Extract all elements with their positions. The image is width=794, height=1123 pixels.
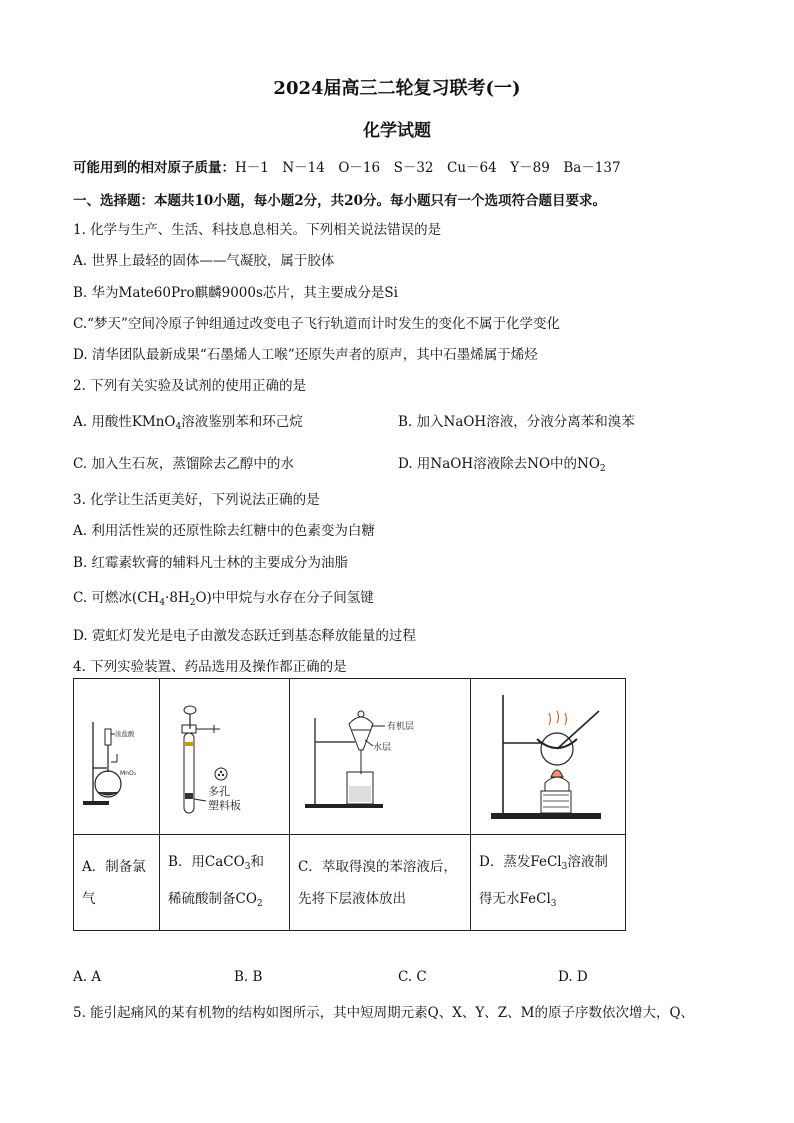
section-heading: 一、选择题：本题共10小题，每小题2分，共20分。每小题只有一个选项符合题目要求。 [73,193,606,209]
figure-c-cell [290,679,471,835]
q3-option-a: A. 利用活性炭的还原性除去红糖中的色素变为白糖 [73,523,375,539]
separatory-funnel-figure [295,702,465,812]
q3-stem: 3. 化学让生活更美好，下列说法正确的是 [73,492,320,508]
q4-apparatus-table [73,678,626,931]
subject-title: 化学试题 [363,121,431,141]
q2-option-c: C. 加入生石灰，蒸馏除去乙醇中的水 [73,456,294,472]
q1-option-a: A. 世界上最轻的固体——气凝胶，属于胶体 [73,253,335,269]
q2-option-a: A. 用酸性KMnO$_4$溶液鉴别苯和环己烷 [73,414,303,432]
q4-option-d: D. D [558,969,588,985]
fig-c-organic-label: 有机层 [387,721,415,732]
fig-a-mno2-label: MnO₂ [119,769,136,777]
figure-d-cell [471,679,626,835]
q3-option-d: D. 霓虹灯发光是电子由激发态跃迁到基态释放能量的过程 [73,628,416,644]
exam-title: 2024届高三二轮复习联考(一) [273,78,521,99]
caption-a: A．制备氯 气 [74,835,160,931]
q4-option-c: C. C [398,969,427,985]
figure-a-cell [74,679,160,835]
q4-stem: 4. 下列实验装置、药品选用及操作都正确的是 [73,659,347,675]
q1-option-c: C.“梦天”空间冷原子钟组通过改变电子飞行轨道而计时发生的变化不属于化学变化 [73,316,560,332]
q3-option-c: C. 可燃冰$(CH_4\cdot 8H_2O)$中甲烷与水存在分子间氢键 [73,590,374,608]
q1-option-d: D. 清华团队最新成果“石墨烯人工喉”还原失声者的原声，其中石墨烯属于烯烃 [73,347,538,363]
q2-option-b: B. 加入NaOH溶液，分液分离苯和溴苯 [398,414,635,430]
fig-c-water-label: 水层 [373,742,392,753]
atomic-masses [73,156,621,176]
q4-option-b: B. B [234,969,263,985]
q2-stem: 2. 下列有关实验及试剂的使用正确的是 [73,378,307,394]
q1-stem: 1. 化学与生产、生活、科技息息相关。下列相关说法错误的是 [73,222,442,238]
evaporation-setup-figure [483,687,613,827]
fig-b-plate-label-1: 多孔 [207,784,230,798]
figure-b-cell [160,679,290,835]
caption-d: D．蒸发FeCl$_3$溶液制 得无水FeCl$_3$ [471,835,626,931]
q5-stem: 5. 能引起痛风的某有机物的结构如图所示，其中短周期元素Q、X、Y、Z、M的原子序数依次增大，Q、 [73,1005,695,1021]
chlorine-generator-figure [77,702,157,812]
atomic-masses-values: H－1 N－14 O－16 S－32 Cu－64 Y－89 Ba－137 [235,160,621,176]
q1-option-b: B. 华为Mate60Pro麒麟9000s芯片，其主要成分是Si [73,285,398,301]
caption-c: C．萃取得溴的苯溶液后， 先将下层液体放出 [290,835,471,931]
q3-option-b: B. 红霉素软膏的辅料凡士林的主要成分为油脂 [73,555,349,571]
atomic-masses-label: 可能用到的相对原子质量： [73,160,235,176]
fig-b-plate-label-2: 塑料板 [207,798,241,812]
q2-option-d: D. 用NaOH溶液除去NO中的$NO_2$ [398,456,606,474]
caption-b: B．用CaCO$_3$和 稀硫酸制备$CO_2$ [160,835,290,931]
kipp-generator-figure [170,697,280,817]
q4-option-a: A. A [73,969,102,985]
fig-a-acid-label: 浓盐酸 [114,729,134,738]
